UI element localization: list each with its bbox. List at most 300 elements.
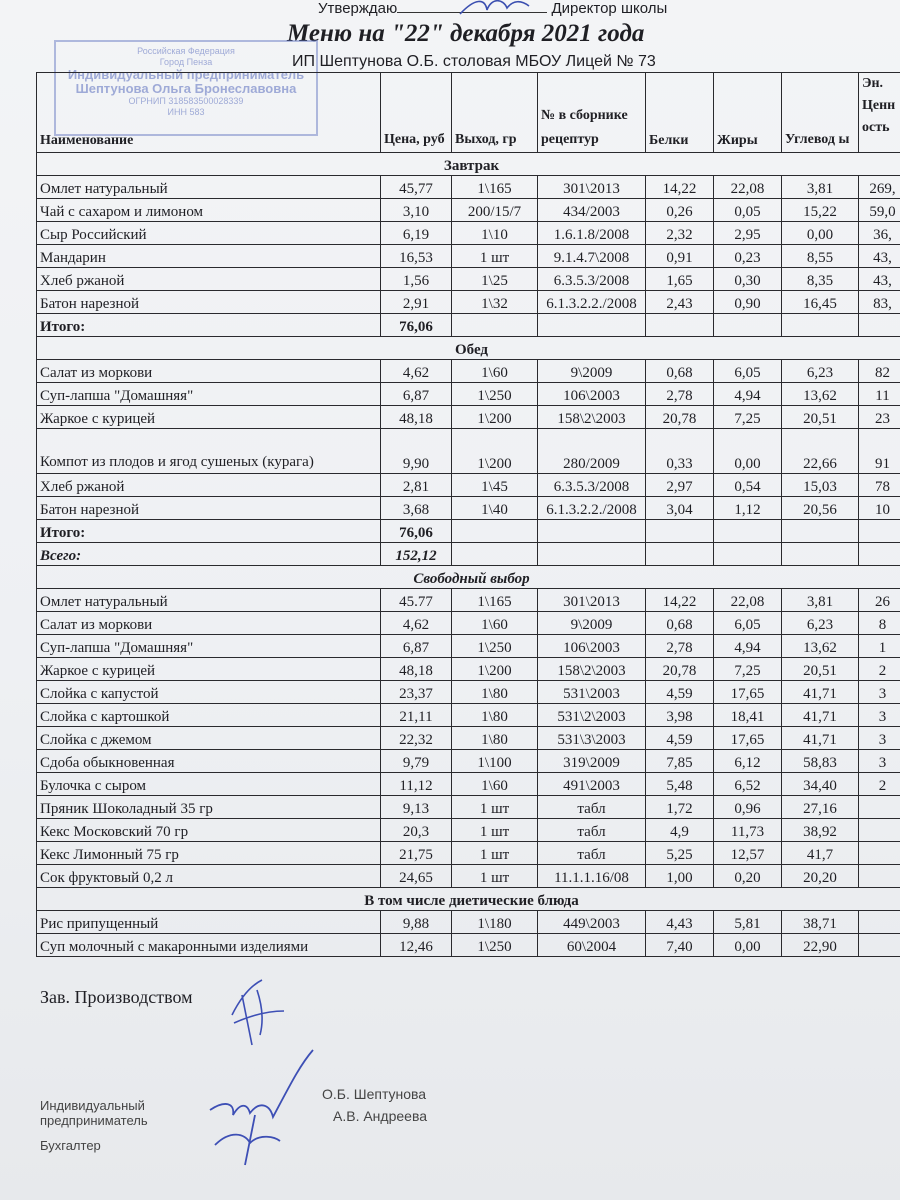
company-stamp: Российская Федерация Город Пенза Индивидуальный предприниматель Шептунова Ольга Бронеславовна ОГРНИП 318583500028339 ИНН 583 (54, 40, 318, 136)
col-header-fat: Жиры (714, 73, 782, 153)
table-row (37, 796, 900, 819)
dish-name: Чай с сахаром и лимоном (37, 199, 381, 222)
ip-label: Индивидуальный предприниматель (40, 1098, 148, 1128)
menu-table-body (37, 153, 900, 957)
cell-fat: 0,96 (714, 796, 782, 819)
cell-energy (859, 842, 900, 865)
cell-protein: 1,65 (646, 268, 714, 291)
cell-energy: 82 (859, 360, 900, 383)
cell-price: 12,46 (381, 934, 452, 957)
cell-price: 21,75 (381, 842, 452, 865)
cell-fat: 0,00 (714, 934, 782, 957)
cell-fat: 2,95 (714, 222, 782, 245)
cell-carbs: 15,22 (782, 199, 859, 222)
section-title: В том числе диетические блюда (37, 888, 900, 911)
dish-name: Батон нарезной (37, 291, 381, 314)
empty-cell (646, 520, 714, 543)
grand-row (37, 543, 900, 566)
dish-name: Салат из моркови (37, 612, 381, 635)
production-manager-label: Зав. Производством (40, 987, 193, 1007)
cell-price: 23,37 (381, 681, 452, 704)
cell-price: 9,90 (381, 429, 452, 474)
cell-recipe: 60\2004 (538, 934, 646, 957)
cell-yield: 1\250 (452, 635, 538, 658)
cell-energy (859, 934, 900, 957)
cell-carbs: 16,45 (782, 291, 859, 314)
table-row (37, 222, 900, 245)
empty-cell (714, 543, 782, 566)
cell-carbs: 38,92 (782, 819, 859, 842)
empty-cell (452, 314, 538, 337)
cell-yield: 1\10 (452, 222, 538, 245)
empty-cell (782, 543, 859, 566)
empty-cell (646, 314, 714, 337)
cell-price: 21,11 (381, 704, 452, 727)
cell-protein: 1,00 (646, 865, 714, 888)
cell-price: 22,32 (381, 727, 452, 750)
cell-yield: 1\80 (452, 681, 538, 704)
cell-carbs: 0,00 (782, 222, 859, 245)
dish-name: Кекс Московский 70 гр (37, 819, 381, 842)
table-row (37, 589, 900, 612)
cell-recipe: табл (538, 819, 646, 842)
cell-price: 4,62 (381, 612, 452, 635)
cell-protein: 20,78 (646, 658, 714, 681)
cell-energy: 2 (859, 658, 900, 681)
cell-protein: 20,78 (646, 406, 714, 429)
empty-cell (452, 520, 538, 543)
total-label: Итого: (37, 314, 381, 337)
cell-yield: 1 шт (452, 245, 538, 268)
page-subtitle: ИП Шептунова О.Б. столовая МБОУ Лицей № 73 (292, 53, 656, 70)
cell-fat: 0,20 (714, 865, 782, 888)
cell-recipe: 9.1.4.7\2008 (538, 245, 646, 268)
dish-name: Суп-лапша "Домашняя" (37, 635, 381, 658)
cell-recipe: 434/2003 (538, 199, 646, 222)
cell-fat: 6,05 (714, 612, 782, 635)
cell-price: 20,3 (381, 819, 452, 842)
cell-energy: 26 (859, 589, 900, 612)
cell-protein: 4,9 (646, 819, 714, 842)
cell-recipe: 11.1.1.16/08 (538, 865, 646, 888)
total-value: 76,06 (381, 520, 452, 543)
cell-price: 6,19 (381, 222, 452, 245)
cell-price: 3,68 (381, 497, 452, 520)
cell-recipe: 6.3.5.3/2008 (538, 268, 646, 291)
cell-recipe: 106\2003 (538, 383, 646, 406)
cell-price: 2,81 (381, 474, 452, 497)
dish-name: Мандарин (37, 245, 381, 268)
table-row (37, 819, 900, 842)
dish-name: Суп молочный с макаронными изделиями (37, 934, 381, 957)
cell-energy: 83, (859, 291, 900, 314)
table-row (37, 199, 900, 222)
cell-yield: 1\60 (452, 773, 538, 796)
cell-yield: 1\100 (452, 750, 538, 773)
cell-yield: 1\45 (452, 474, 538, 497)
table-row (37, 704, 900, 727)
col-header-carbs: Углевод ы (782, 73, 859, 153)
cell-fat: 6,52 (714, 773, 782, 796)
cell-protein: 0,91 (646, 245, 714, 268)
cell-fat: 0,23 (714, 245, 782, 268)
empty-cell (714, 520, 782, 543)
cell-energy: 1 (859, 635, 900, 658)
table-row (37, 865, 900, 888)
cell-carbs: 6,23 (782, 360, 859, 383)
cell-energy: 3 (859, 704, 900, 727)
cell-recipe: 449\2003 (538, 911, 646, 934)
dish-name: Рис припущенный (37, 911, 381, 934)
cell-protein: 4,59 (646, 727, 714, 750)
page-title: Меню на "22" декабря 2021 года (287, 20, 645, 47)
cell-carbs: 58,83 (782, 750, 859, 773)
table-row (37, 360, 900, 383)
cell-yield: 1\200 (452, 658, 538, 681)
cell-yield: 1\180 (452, 911, 538, 934)
section-row (37, 566, 900, 589)
cell-recipe: 280/2009 (538, 429, 646, 474)
empty-cell (859, 520, 900, 543)
cell-price: 45,77 (381, 176, 452, 199)
cell-energy: 3 (859, 750, 900, 773)
cell-protein: 0,33 (646, 429, 714, 474)
cell-protein: 7,85 (646, 750, 714, 773)
table-row (37, 383, 900, 406)
table-row (37, 429, 900, 474)
section-row (37, 337, 900, 360)
cell-carbs: 20,51 (782, 658, 859, 681)
cell-yield: 1\250 (452, 934, 538, 957)
table-row (37, 750, 900, 773)
table-row (37, 773, 900, 796)
cell-energy: 59,0 (859, 199, 900, 222)
cell-yield: 1 шт (452, 842, 538, 865)
dish-name: Сыр Российский (37, 222, 381, 245)
cell-protein: 0,68 (646, 360, 714, 383)
table-row (37, 245, 900, 268)
col-header-energy: Эн. Ценн ость (859, 73, 900, 153)
table-row (37, 727, 900, 750)
table-row (37, 911, 900, 934)
cell-carbs: 38,71 (782, 911, 859, 934)
cell-yield: 1\250 (452, 383, 538, 406)
dish-name: Салат из моркови (37, 360, 381, 383)
cell-protein: 7,40 (646, 934, 714, 957)
owner-name: О.Б. Шептунова (322, 1086, 427, 1102)
cell-fat: 11,73 (714, 819, 782, 842)
col-header-yield: Выход, гр (452, 73, 538, 153)
cell-energy (859, 865, 900, 888)
table-row (37, 681, 900, 704)
total-label: Итого: (37, 520, 381, 543)
dish-name: Булочка с сыром (37, 773, 381, 796)
dish-name: Компот из плодов и ягод сушеных (курага) (37, 429, 381, 474)
cell-carbs: 41,71 (782, 727, 859, 750)
table-row (37, 934, 900, 957)
cell-price: 48,18 (381, 658, 452, 681)
cell-protein: 0,68 (646, 612, 714, 635)
cell-price: 6,87 (381, 635, 452, 658)
section-title: Обед (37, 337, 900, 360)
cell-yield: 1\200 (452, 429, 538, 474)
cell-protein: 14,22 (646, 589, 714, 612)
cell-carbs: 3,81 (782, 589, 859, 612)
section-title: Завтрак (37, 153, 900, 176)
cell-energy: 269, (859, 176, 900, 199)
cell-price: 6,87 (381, 383, 452, 406)
cell-energy: 43, (859, 268, 900, 291)
production-signature (222, 975, 292, 1050)
cell-protein: 0,26 (646, 199, 714, 222)
section-title: Свободный выбор (37, 566, 900, 589)
cell-fat: 22,08 (714, 176, 782, 199)
cell-protein: 2,78 (646, 635, 714, 658)
cell-fat: 4,94 (714, 635, 782, 658)
cell-yield: 1\32 (452, 291, 538, 314)
cell-price: 24,65 (381, 865, 452, 888)
cell-recipe: 531\3\2003 (538, 727, 646, 750)
cell-fat: 7,25 (714, 658, 782, 681)
cell-fat: 18,41 (714, 704, 782, 727)
cell-energy: 36, (859, 222, 900, 245)
dish-name: Омлет натуральный (37, 589, 381, 612)
cell-recipe: 6.1.3.2.2./2008 (538, 497, 646, 520)
cell-recipe: табл (538, 796, 646, 819)
cell-yield: 1\25 (452, 268, 538, 291)
table-row (37, 612, 900, 635)
dish-name: Батон нарезной (37, 497, 381, 520)
cell-protein: 5,25 (646, 842, 714, 865)
cell-protein: 1,72 (646, 796, 714, 819)
cell-recipe: табл (538, 842, 646, 865)
cell-fat: 6,12 (714, 750, 782, 773)
cell-price: 1,56 (381, 268, 452, 291)
col-header-price: Цена, руб (381, 73, 452, 153)
accountant-name: А.В. Андреева (333, 1108, 428, 1124)
cell-carbs: 27,16 (782, 796, 859, 819)
dish-name: Хлеб ржаной (37, 474, 381, 497)
cell-yield: 1\165 (452, 589, 538, 612)
cell-price: 9,79 (381, 750, 452, 773)
table-row (37, 658, 900, 681)
cell-yield: 1\165 (452, 176, 538, 199)
empty-cell (714, 314, 782, 337)
cell-energy: 91 (859, 429, 900, 474)
col-header-name: Наименование (37, 73, 381, 153)
cell-fat: 12,57 (714, 842, 782, 865)
cell-fat: 6,05 (714, 360, 782, 383)
cell-yield: 1 шт (452, 796, 538, 819)
table-row (37, 291, 900, 314)
dish-name: Хлеб ржаной (37, 268, 381, 291)
cell-price: 3,10 (381, 199, 452, 222)
cell-fat: 1,12 (714, 497, 782, 520)
cell-protein: 5,48 (646, 773, 714, 796)
cell-carbs: 15,03 (782, 474, 859, 497)
section-row (37, 888, 900, 911)
dish-name: Суп-лапша "Домашняя" (37, 383, 381, 406)
owner-signature (195, 1045, 325, 1170)
cell-yield: 1 шт (452, 819, 538, 842)
cell-carbs: 3,81 (782, 176, 859, 199)
table-row (37, 406, 900, 429)
cell-carbs: 20,56 (782, 497, 859, 520)
dish-name: Омлет натуральный (37, 176, 381, 199)
empty-cell (538, 314, 646, 337)
cell-energy: 23 (859, 406, 900, 429)
cell-fat: 0,54 (714, 474, 782, 497)
cell-carbs: 20,51 (782, 406, 859, 429)
cell-price: 9,13 (381, 796, 452, 819)
cell-protein: 4,43 (646, 911, 714, 934)
cell-fat: 5,81 (714, 911, 782, 934)
cell-protein: 14,22 (646, 176, 714, 199)
cell-recipe: 319\2009 (538, 750, 646, 773)
cell-protein: 4,59 (646, 681, 714, 704)
dish-name: Слойка с капустой (37, 681, 381, 704)
cell-protein: 3,98 (646, 704, 714, 727)
cell-fat: 22,08 (714, 589, 782, 612)
cell-recipe: 9\2009 (538, 360, 646, 383)
cell-carbs: 13,62 (782, 383, 859, 406)
cell-carbs: 6,23 (782, 612, 859, 635)
cell-carbs: 41,71 (782, 681, 859, 704)
cell-recipe: 9\2009 (538, 612, 646, 635)
table-row (37, 842, 900, 865)
empty-cell (538, 520, 646, 543)
cell-recipe: 6.1.3.2.2./2008 (538, 291, 646, 314)
cell-fat: 17,65 (714, 727, 782, 750)
cell-yield: 1\40 (452, 497, 538, 520)
empty-cell (782, 314, 859, 337)
buh-label: Бухгалтер (40, 1138, 101, 1153)
cell-carbs: 8,35 (782, 268, 859, 291)
cell-yield: 1 шт (452, 865, 538, 888)
cell-carbs: 34,40 (782, 773, 859, 796)
cell-yield: 1\60 (452, 612, 538, 635)
cell-recipe: 106\2003 (538, 635, 646, 658)
cell-price: 48,18 (381, 406, 452, 429)
cell-fat: 0,05 (714, 199, 782, 222)
dish-name: Сок фруктовый 0,2 л (37, 865, 381, 888)
cell-recipe: 301\2013 (538, 176, 646, 199)
cell-protein: 2,32 (646, 222, 714, 245)
empty-cell (859, 543, 900, 566)
cell-carbs: 13,62 (782, 635, 859, 658)
table-row (37, 497, 900, 520)
cell-energy: 8 (859, 612, 900, 635)
total-row (37, 314, 900, 337)
table-row (37, 635, 900, 658)
cell-energy (859, 796, 900, 819)
cell-fat: 4,94 (714, 383, 782, 406)
dish-name: Жаркое с курицей (37, 406, 381, 429)
menu-table (36, 72, 900, 957)
table-row (37, 268, 900, 291)
cell-price: 4,62 (381, 360, 452, 383)
cell-recipe: 491\2003 (538, 773, 646, 796)
director-signature (455, 0, 535, 20)
cell-recipe: 301\2013 (538, 589, 646, 612)
table-row (37, 176, 900, 199)
cell-recipe: 158\2\2003 (538, 406, 646, 429)
total-row (37, 520, 900, 543)
cell-energy: 78 (859, 474, 900, 497)
grand-label: Всего: (37, 543, 381, 566)
cell-fat: 0,90 (714, 291, 782, 314)
cell-energy: 3 (859, 727, 900, 750)
cell-recipe: 6.3.5.3/2008 (538, 474, 646, 497)
cell-carbs: 41,7 (782, 842, 859, 865)
cell-energy (859, 819, 900, 842)
cell-protein: 2,43 (646, 291, 714, 314)
col-header-recipe: № в сборнике рецептур (538, 73, 646, 153)
empty-cell (538, 543, 646, 566)
table-header-row (37, 73, 900, 153)
cell-carbs: 41,71 (782, 704, 859, 727)
cell-protein: 3,04 (646, 497, 714, 520)
col-header-protein: Белки (646, 73, 714, 153)
section-row (37, 153, 900, 176)
empty-cell (646, 543, 714, 566)
table-row (37, 474, 900, 497)
cell-fat: 7,25 (714, 406, 782, 429)
grand-value: 152,12 (381, 543, 452, 566)
dish-name: Кекс Лимонный 75 гр (37, 842, 381, 865)
dish-name: Жаркое с курицей (37, 658, 381, 681)
cell-yield: 1\60 (452, 360, 538, 383)
cell-price: 11,12 (381, 773, 452, 796)
cell-fat: 17,65 (714, 681, 782, 704)
cell-fat: 0,00 (714, 429, 782, 474)
cell-carbs: 20,20 (782, 865, 859, 888)
cell-energy: 43, (859, 245, 900, 268)
total-value: 76,06 (381, 314, 452, 337)
cell-energy: 10 (859, 497, 900, 520)
empty-cell (452, 543, 538, 566)
cell-price: 45.77 (381, 589, 452, 612)
cell-yield: 1\200 (452, 406, 538, 429)
cell-protein: 2,78 (646, 383, 714, 406)
cell-carbs: 22,66 (782, 429, 859, 474)
dish-name: Пряник Шоколадный 35 гр (37, 796, 381, 819)
cell-carbs: 8,55 (782, 245, 859, 268)
approval-line: Утверждаю Директор школы (318, 0, 668, 17)
cell-recipe: 531\2003 (538, 681, 646, 704)
cell-protein: 2,97 (646, 474, 714, 497)
dish-name: Слойка с картошкой (37, 704, 381, 727)
cell-fat: 0,30 (714, 268, 782, 291)
cell-energy: 2 (859, 773, 900, 796)
cell-price: 2,91 (381, 291, 452, 314)
cell-yield: 1\80 (452, 704, 538, 727)
cell-energy (859, 911, 900, 934)
cell-recipe: 158\2\2003 (538, 658, 646, 681)
dish-name: Сдоба обыкновенная (37, 750, 381, 773)
cell-price: 16,53 (381, 245, 452, 268)
cell-yield: 200/15/7 (452, 199, 538, 222)
cell-recipe: 1.6.1.8/2008 (538, 222, 646, 245)
empty-cell (859, 314, 900, 337)
cell-price: 9,88 (381, 911, 452, 934)
cell-recipe: 531\2\2003 (538, 704, 646, 727)
cell-energy: 3 (859, 681, 900, 704)
empty-cell (782, 520, 859, 543)
dish-name: Слойка с джемом (37, 727, 381, 750)
cell-yield: 1\80 (452, 727, 538, 750)
cell-carbs: 22,90 (782, 934, 859, 957)
